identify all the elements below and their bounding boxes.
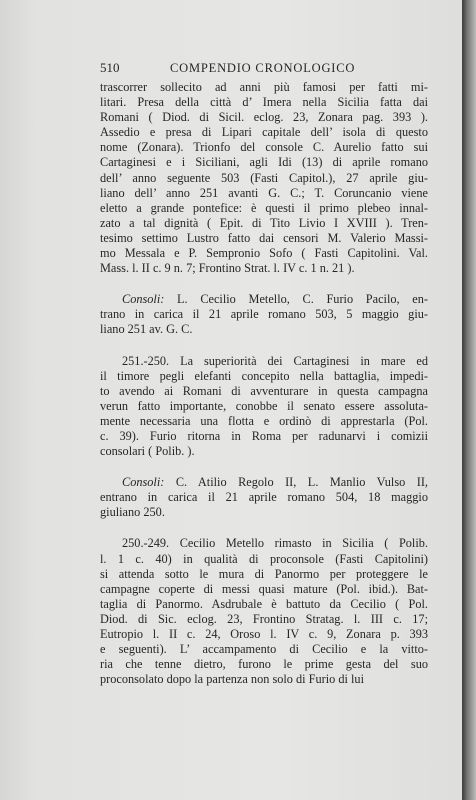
text-line bbox=[100, 612, 428, 627]
line-text: litari. Presa della città d’ Imera nella Sicilia fatta dai bbox=[100, 95, 428, 110]
text-line bbox=[100, 490, 428, 505]
text-line bbox=[100, 261, 428, 276]
text-line bbox=[100, 140, 428, 155]
text-line bbox=[100, 80, 428, 95]
text-line bbox=[100, 475, 428, 490]
line-text: 251.-250. La superiorità dei Cartaginesi in mare ed bbox=[122, 353, 428, 368]
text-line bbox=[100, 95, 428, 110]
text-line bbox=[100, 505, 428, 520]
text-paragraph bbox=[100, 536, 428, 687]
line-text: Mass. l. II c. 9 n. 7; Frontino Strat. l. IV c. 1 n. 21 ). bbox=[100, 261, 355, 276]
text-line bbox=[100, 186, 428, 201]
line-text: 250.-249. Cecilio Metello rimasto in Sicilia ( Polib. bbox=[122, 536, 428, 551]
line-text: campagne coperte di messi quasi mature (Pol. ibid.). Bat- bbox=[100, 581, 428, 596]
consuls-label: Consoli: bbox=[122, 292, 178, 307]
text-line bbox=[100, 567, 428, 582]
consuls-paragraph bbox=[100, 292, 428, 337]
body-text bbox=[100, 80, 428, 687]
text-line bbox=[100, 231, 428, 246]
line-text: verun fatto importante, conobbe il senato essere assoluta- bbox=[100, 398, 428, 413]
consuls-paragraph bbox=[100, 475, 428, 520]
text-line bbox=[100, 216, 428, 231]
line-text: eletto a grande pontefice: è questi il primo plebeo innal- bbox=[100, 200, 428, 215]
line-text: ria che tenne dietro, furono le prime gesta del suo bbox=[100, 657, 428, 672]
page-number: 510 bbox=[100, 60, 120, 75]
text-line bbox=[100, 384, 428, 399]
text-line bbox=[100, 672, 428, 687]
text-line bbox=[100, 110, 428, 125]
text-line bbox=[100, 201, 428, 216]
line-text: Romani ( Diod. di Sicil. eclog. 23, Zonara pag. 393 ). bbox=[100, 110, 428, 125]
text-line bbox=[100, 552, 428, 567]
text-paragraph bbox=[100, 354, 428, 460]
consuls-label: Consoli: bbox=[122, 475, 176, 490]
line-text: giuliano 250. bbox=[100, 505, 165, 520]
text-line bbox=[100, 155, 428, 170]
line-text: C. Atilio Regolo II, L. Manlio Vulso II, bbox=[175, 475, 429, 490]
text-line bbox=[100, 354, 428, 369]
text-line bbox=[100, 582, 428, 597]
paragraph-gap bbox=[100, 338, 428, 354]
line-text: Assedio e presa di Lipari capitale dell’ isola di questo bbox=[100, 125, 428, 140]
paragraph-gap bbox=[100, 276, 428, 292]
text-line bbox=[100, 642, 428, 657]
line-text: Diod. di Sic. eclog. 23, Frontino Stratag. l. III c. 17; bbox=[100, 611, 428, 626]
text-line bbox=[100, 292, 428, 307]
paragraph-gap bbox=[100, 520, 428, 536]
line-text: l. 1 c. 40) in qualità di proconsole (Fasti Capitolini) bbox=[100, 551, 428, 566]
text-line bbox=[100, 171, 428, 186]
line-text: si attenda sotto le mura di Panormo per proteggere le bbox=[100, 566, 428, 581]
line-text: c. 39). Furio ritorna in Roma per radunarvi i comizii bbox=[100, 428, 428, 443]
line-text: nome (Zonara). Trionfo del console C. Aurelio fatto sui bbox=[100, 140, 428, 155]
line-text: trascorrer sollecito ad anni più famosi per fatti mi- bbox=[100, 80, 428, 94]
text-paragraph bbox=[100, 80, 428, 276]
text-line bbox=[100, 246, 428, 261]
line-text: Eutropio l. II c. 24, Oroso l. IV c. 9, Zonara p. 393 bbox=[100, 627, 428, 641]
line-text: e seguenti). L’ accampamento di Cecilio e la vitto- bbox=[100, 642, 428, 657]
line-text: L. Cecilio Metello, C. Furio Pacilo, en- bbox=[177, 292, 428, 307]
line-text: Cartaginesi e i Siciliani, agli Idi (13) di aprile romano bbox=[100, 155, 428, 170]
text-line bbox=[100, 444, 428, 459]
text-line bbox=[100, 399, 428, 414]
line-text: to avendo ai Romani di avventurare in questa campagna bbox=[100, 383, 428, 398]
line-text: entrano in carica il 21 aprile romano 504, 18 maggio bbox=[100, 490, 428, 505]
text-line bbox=[100, 429, 428, 444]
running-title: COMPENDIO CRONOLOGICO bbox=[170, 61, 356, 75]
text-line bbox=[100, 657, 428, 672]
line-text: trano in carica il 21 aprile romano 503, 5 maggio giu- bbox=[100, 307, 428, 322]
line-text: proconsolato dopo la partenza non solo di Furio di lui bbox=[100, 672, 364, 687]
line-text: dell’ anno seguente 503 (Fasti Capitol.), 27 aprile giu- bbox=[100, 170, 428, 185]
text-line bbox=[100, 369, 428, 384]
line-text: liano 251 av. G. C. bbox=[100, 322, 193, 337]
text-line bbox=[100, 125, 428, 140]
text-line bbox=[100, 322, 428, 337]
line-text: mo Messala e P. Sempronio Sofo ( Fasti Capitolini. Val. bbox=[100, 246, 428, 261]
line-text: zato a tal dignità ( Epit. di Tito Livio I XVIII ). Tren- bbox=[100, 215, 428, 230]
text-line bbox=[100, 597, 428, 612]
text-line bbox=[100, 627, 428, 642]
text-line bbox=[100, 307, 428, 322]
page-header bbox=[100, 60, 430, 78]
line-text: taglia di Panormo. Asdrubale è battuto da Cecilio ( Pol. bbox=[100, 596, 428, 611]
text-line bbox=[100, 536, 428, 551]
line-text: liano dell’ anno 251 avanti G. C.; T. Coruncanio viene bbox=[100, 185, 428, 200]
paragraph-gap bbox=[100, 459, 428, 475]
text-line bbox=[100, 414, 428, 429]
line-text: consolari ( Polib. ). bbox=[100, 444, 195, 459]
line-text: il timore pegli elefanti concepito nella battaglia, impedi- bbox=[100, 368, 428, 383]
line-text: tesimo settimo Lustro fatto dai censori M. Valerio Massi- bbox=[100, 230, 428, 245]
page-edge bbox=[462, 0, 476, 800]
line-text: mente necessaria una flotta e ordinò di apprestarla (Pol. bbox=[100, 413, 428, 428]
